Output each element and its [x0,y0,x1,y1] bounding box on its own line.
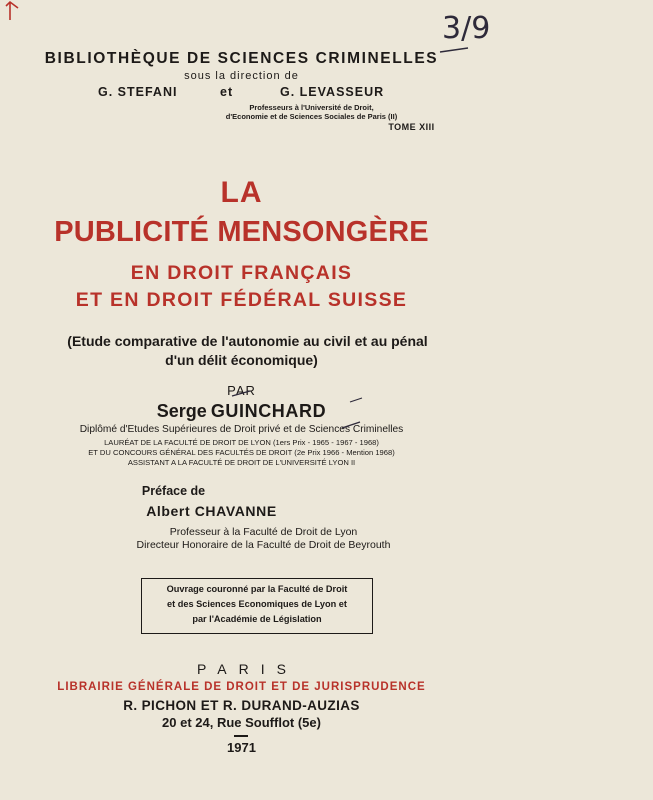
award-notice-box [141,578,373,634]
preface-label: Préface de [141,484,206,498]
imprint-city: PARIS [197,661,298,677]
imprint-year: 1971 [227,740,256,755]
preface-author-role-2: Directeur Honoraire de la Faculté de Droit de Beyrouth [136,539,391,551]
direction-line: sous la direction de [184,70,299,82]
award-line-2: et des Sciences Economiques de Lyon et [167,599,347,609]
tome-number: TOME XIII [388,122,435,132]
author-name [0,401,483,422]
book-title-line-1: LA [220,176,263,209]
study-description-line-1: (Etude comparative de l'autonomie au civil et au pénal [67,333,428,349]
study-description-line-2: d'un délit économique) [165,352,318,368]
imprint-publisher: LIBRAIRIE GÉNÉRALE DE DROIT ET DE JURISPRUDENCE [57,681,426,693]
book-subtitle-line-1: EN DROIT FRANÇAIS [130,262,353,284]
award-line-1: Ouvrage couronné par la Faculté de Droit [166,584,348,594]
imprint-printer: R. PICHON ET R. DURAND-AUZIAS [123,698,360,713]
award-line-3: par l'Académie de Législation [192,614,322,624]
director-levasseur: G. LEVASSEUR [280,85,385,99]
author-concours: ET DU CONCOURS GÉNÉRAL DES FACULTÉS DE DROIT (2e Prix 1966 - Mention 1968) [88,448,395,457]
shelf-number-text: 3/9 [442,11,491,46]
author-first-name: Serge [156,401,207,421]
directors-row [0,85,483,101]
directors-affiliation-line-1: Professeurs à l'Université de Droit, [249,103,374,112]
author-diploma: Diplômé d'Etudes Supérieures de Droit privé et de Sciences Criminelles [79,424,404,435]
handwritten-arrow-mark [4,0,24,22]
author-assistant: ASSISTANT A LA FACULTÉ DE DROIT DE L'UNIVERSITÉ LYON II [127,458,356,467]
directors-affiliation-line-2: d'Economie et de Sciences Sociales de Paris (II) [225,112,398,121]
by-label: PAR [227,383,256,398]
author-last-name: GUINCHARD [210,401,327,421]
author-laureat: LAURÉAT DE LA FACULTÉ DE DROIT DE LYON (1ers Prix - 1965 - 1967 - 1968) [104,438,379,447]
directors-conjunction: et [220,85,234,99]
series-title: BIBLIOTHÈQUE DE SCIENCES CRIMINELLES [44,50,439,67]
preface-author-role-1: Professeur à la Faculté de Droit de Lyon [169,526,358,538]
imprint-divider [234,735,248,737]
book-title-line-2: PUBLICITÉ MENSONGÈRE [54,216,429,248]
preface-author: Albert CHAVANNE [146,503,277,519]
director-stefani: G. STEFANI [98,85,178,99]
imprint-address: 20 et 24, Rue Soufflot (5e) [162,715,321,730]
book-subtitle-line-2: ET EN DROIT FÉDÉRAL SUISSE [75,289,408,311]
